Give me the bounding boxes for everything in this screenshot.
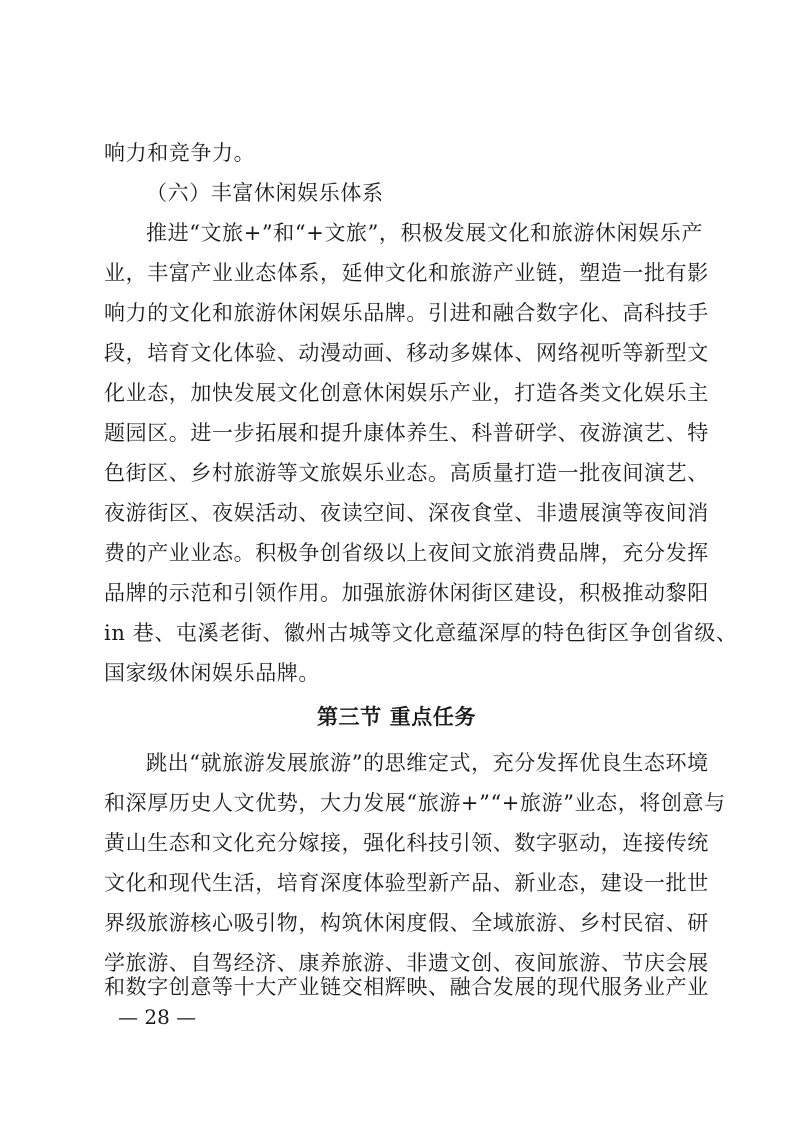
paragraph-line: 跳出“就旅游发展旅游”的思维定式，充分发挥优良生态环境 [146, 751, 709, 775]
paragraph-line: 文化和现代生活，培育深度体验型新产品、新业态，建设一批世 [104, 871, 709, 895]
paragraph-line: 费的产业业态。积极争创省级以上夜间文旅消费品牌，充分发挥 [104, 541, 709, 565]
paragraph-line: 夜游街区、夜娱活动、夜读空间、深夜食堂、非遗展演等夜间消 [104, 501, 709, 525]
paragraph-line: 黄山生态和文化充分嫁接，强化科技引领、数字驱动，连接传统 [104, 831, 709, 855]
paragraph-line: 学旅游、自驾经济、康养旅游、非遗文创、夜间旅游、节庆会展 [104, 951, 709, 975]
page-number: — 28 — [118, 1005, 197, 1029]
paragraph-line: 界级旅游核心吸引物，构筑休闲度假、全域旅游、乡村民宿、研 [104, 911, 709, 935]
paragraph-line: 化业态，加快发展文化创意休闲娱乐产业，打造各类文化娱乐主 [104, 381, 709, 405]
paragraph-continuation-line: 响力和竞争力。 [104, 141, 256, 165]
subsection-heading: （六）丰富休闲娱乐体系 [146, 181, 384, 205]
paragraph-line: 国家级休闲娱乐品牌。 [104, 661, 320, 685]
paragraph-line: 段，培育文化体验、动漫动画、移动多媒体、网络视听等新型文 [104, 341, 709, 365]
paragraph-line: 推进“文旅+”和“+文旅”，积极发展文化和旅游休闲娱乐产 [146, 221, 703, 245]
paragraph-line: 色街区、乡村旅游等文旅娱乐业态。高质量打造一批夜间演艺、 [104, 461, 709, 485]
paragraph-line: 和深厚历史人文优势，大力发展“旅游+”“+旅游”业态，将创意与 [104, 791, 726, 815]
paragraph-line: 业，丰富产业业态体系，延伸文化和旅游产业链，塑造一批有影 [104, 261, 709, 285]
paragraph-line: 题园区。进一步拓展和提升康体养生、科普研学、夜游演艺、特 [104, 421, 709, 445]
paragraph-line: 和数字创意等十大产业链交相辉映、融合发展的现代服务业产业 [104, 975, 709, 999]
paragraph-line: in 巷、屯溪老街、徽州古城等文化意蕴深厚的特色街区争创省级、 [104, 621, 738, 645]
paragraph-line: 品牌的示范和引领作用。加强旅游休闲街区建设，积极推动黎阳 [104, 581, 709, 605]
paragraph-line: 响力的文化和旅游休闲娱乐品牌。引进和融合数字化、高科技手 [104, 301, 709, 325]
section-heading: 第三节 重点任务 [316, 705, 477, 729]
